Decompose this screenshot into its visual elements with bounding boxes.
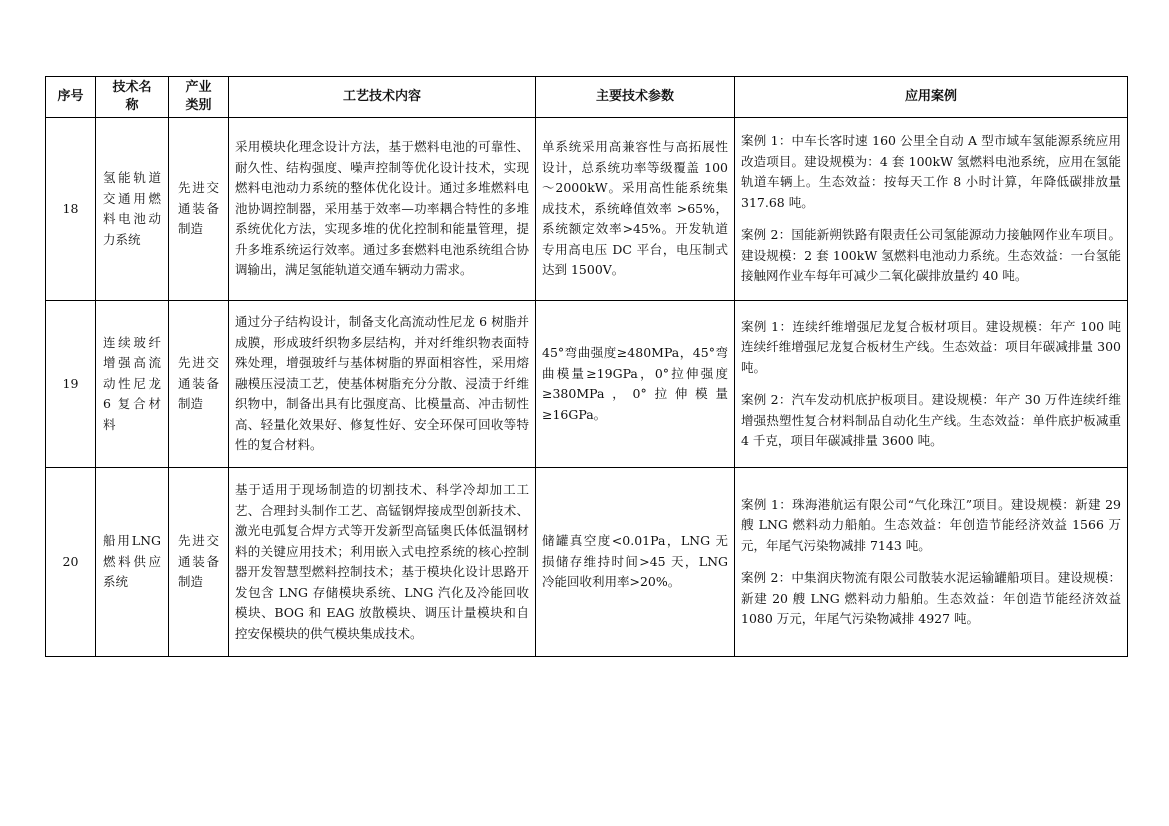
header-industry-category: 产业类别 — [169, 77, 229, 118]
table-row — [46, 468, 1128, 657]
technology-table — [45, 76, 1128, 657]
row-industry-category: 先进交通装备制造 — [169, 301, 229, 468]
row-application-cases — [735, 468, 1128, 657]
row-application-cases — [735, 301, 1128, 468]
row-tech-name: 连续玻纤增强高流动性尼龙 6 复合材料 — [96, 301, 169, 468]
row-application-cases — [735, 118, 1128, 301]
application-case: 案例 2：国能新朔铁路有限责任公司氢能源动力接触网作业车项目。建设规模：2 套 100kW 氢燃料电池动力系统。生态效益：一台氢能接触网作业车每年可减少二氧化碳排放量约 40 吨。 — [741, 227, 1121, 284]
application-case: 案例 1：中车长客时速 160 公里全自动 A 型市域车氢能源系统应用改造项目。建设规模为：4 套 100kW 氢燃料电池系统，应用在氢能轨道车辆上。生态效益：按每天工作 8 小时计算，年降低碳排放量 317.68 吨。 — [741, 133, 1121, 210]
row-tech-name: 氢能轨道交通用燃料电池动力系统 — [96, 118, 169, 301]
row-main-parameters: 45°弯曲强度≥480MPa，45°弯曲模量≥19GPa，0°拉伸强度≥380MPa，0°拉伸模量≥16GPa。 — [536, 301, 735, 468]
row-industry-category: 先进交通装备制造 — [169, 118, 229, 301]
row-main-parameters: 单系统采用高兼容性与高拓展性设计，总系统功率等级覆盖 100～2000kW。采用高性能系统集成技术，系统峰值效率 >65%，系统额定效率>45%。开发轨道专用高电压 DC 平台，电压制式达到 1500V。 — [536, 118, 735, 301]
row-process-content: 采用模块化理念设计方法，基于燃料电池的可靠性、耐久性、结构强度、噪声控制等优化设计技术，实现燃料电池动力系统的整体优化设计。通过多堆燃料电池协调控制器，采用基于效率—功率耦合特性的多堆系统优化方法，实现多堆的优化控制和能量管理，提升多堆系统运行效率。通过多套燃料电池系统组合协调输出，满足氢能轨道交通车辆动力需求。 — [229, 118, 536, 301]
header-process-content: 工艺技术内容 — [229, 77, 536, 118]
row-process-content: 通过分子结构设计，制备支化高流动性尼龙 6 树脂并成膜，形成玻纤织物多层结构，并对纤维织物表面特殊处理，增强玻纤与基体树脂的界面相容性，采用熔融模压浸渍工艺，使基体树脂充分分散、浸渍于纤维织物中，制备出具有比强度高、比模量高、冲击韧性高、轻量化效果好、修复性好、安全环保可回收等特性的复合材料。 — [229, 301, 536, 468]
header-application-cases: 应用案例 — [735, 77, 1128, 118]
row-serial-number: 19 — [46, 301, 96, 468]
application-case: 案例 1：珠海港航运有限公司“气化珠江”项目。建设规模：新建 29 艘 LNG 燃料动力船舶。生态效益：年创造节能经济效益 1566 万元，年尾气污染物减排 7143 吨。 — [741, 496, 1121, 553]
row-main-parameters: 储罐真空度<0.01Pa，LNG 无损储存维持时间>45 天，LNG 冷能回收利用率>20%。 — [536, 468, 735, 657]
header-serial-number: 序号 — [46, 77, 96, 118]
application-case: 案例 2：中集润庆物流有限公司散装水泥运输罐船项目。建设规模：新建 20 艘 LNG 燃料动力船舶。生态效益：年创造节能经济效益 1080 万元，年尾气污染物减排 4927 吨。 — [741, 570, 1121, 626]
row-tech-name: 船用LNG燃料供应系统 — [96, 468, 169, 657]
table-row — [46, 301, 1128, 468]
header-tech-name: 技术名称 — [96, 77, 169, 118]
row-process-content: 基于适用于现场制造的切割技术、科学冷却加工工艺、合理封头制作工艺、高锰钢焊接成型创新技术、激光电弧复合焊方式等开发新型高锰奥氏体低温钢材料的关键应用技术；利用嵌入式电控系统的核心控制器开发智慧型燃料控制技术；基于模块化设计思路开发包含 LNG 存储模块系统、LNG 汽化及冷能回收模块、BOG 和 EAG 放散模块、调压计量模块和自控安保模块的供气模块集成技术。 — [229, 468, 536, 657]
table-header-row — [46, 77, 1128, 118]
application-case: 案例 1：连续纤维增强尼龙复合板材项目。建设规模：年产 100 吨连续纤维增强尼龙复合板材生产线。生态效益：项目年碳减排量 300 吨。 — [741, 318, 1121, 375]
row-serial-number: 20 — [46, 468, 96, 657]
row-industry-category: 先进交通装备制造 — [169, 468, 229, 657]
row-serial-number: 18 — [46, 118, 96, 301]
application-case: 案例 2：汽车发动机底护板项目。建设规模：年产 30 万件连续纤维增强热塑性复合材料制品自动化生产线。生态效益：单件底护板减重 4 千克，项目年碳减排量 3600 吨。 — [741, 392, 1121, 448]
table-row — [46, 118, 1128, 301]
header-main-parameters: 主要技术参数 — [536, 77, 735, 118]
